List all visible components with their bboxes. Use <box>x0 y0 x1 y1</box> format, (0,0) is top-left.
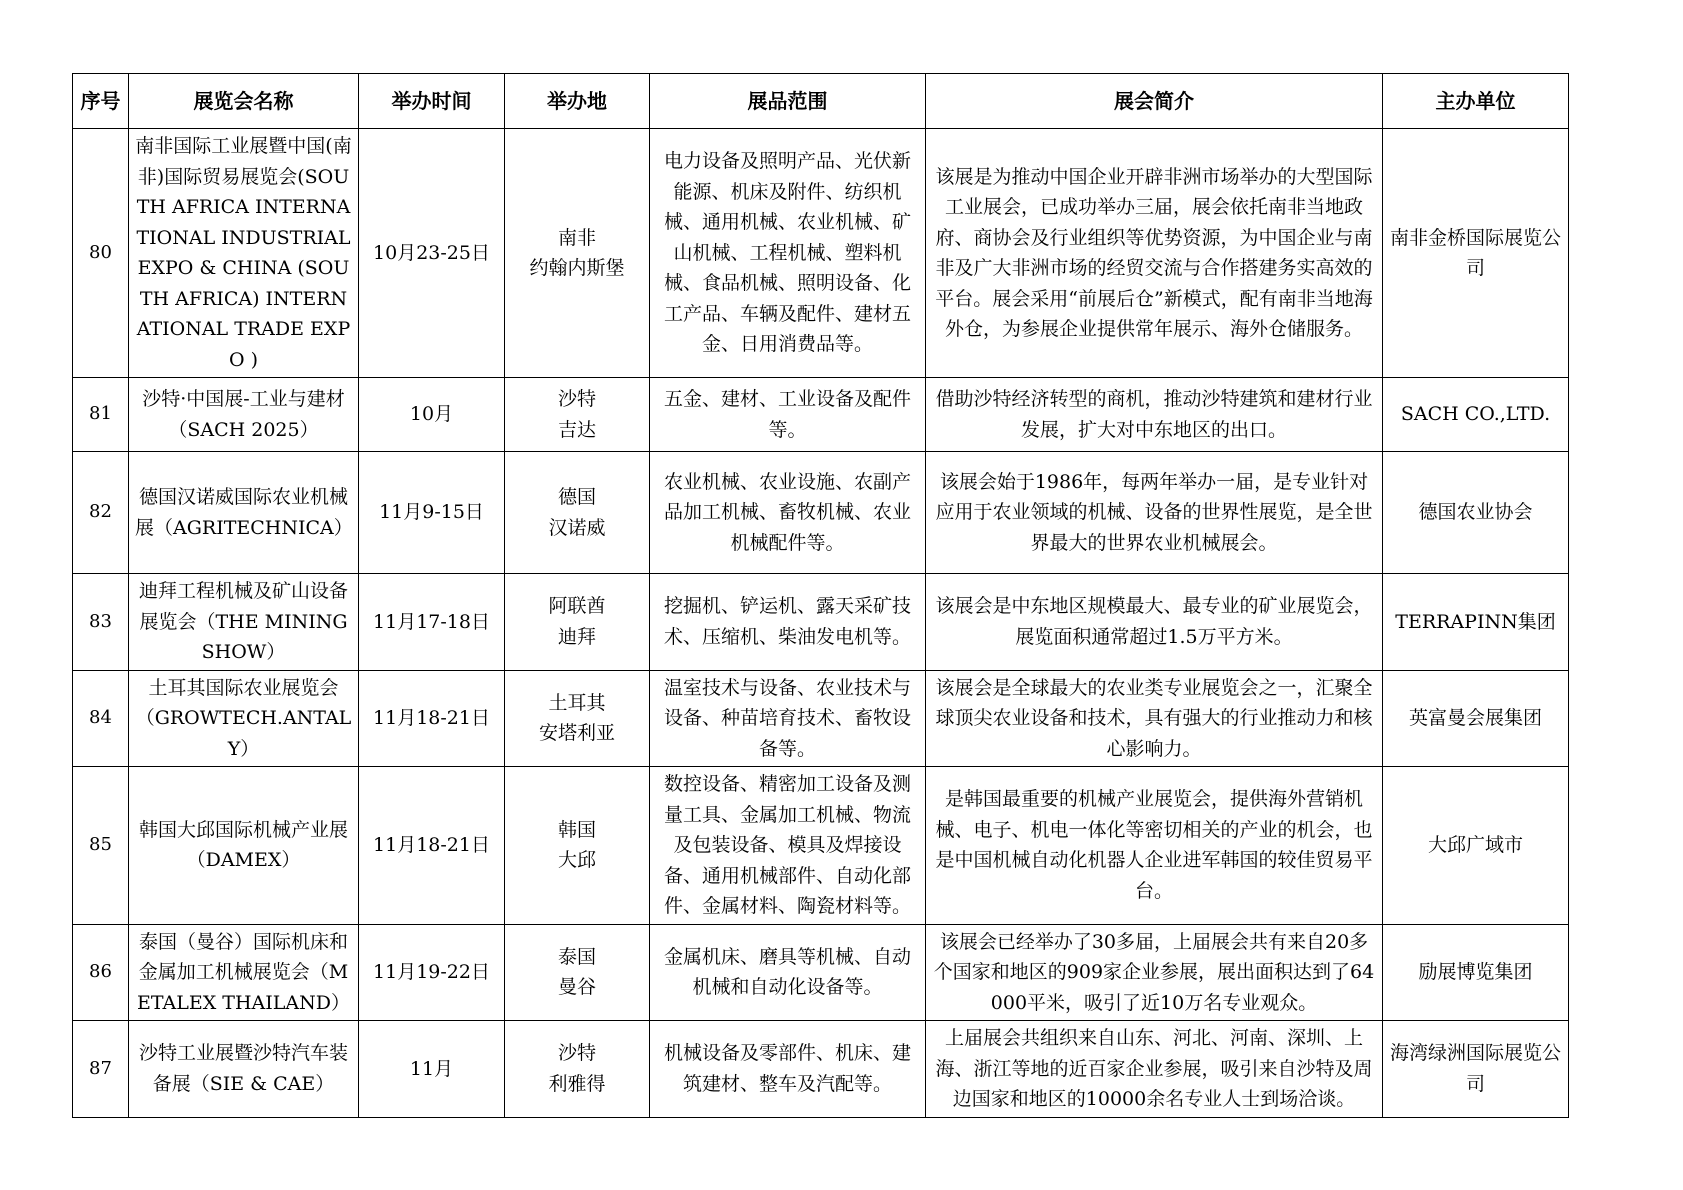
cell-date: 11月 <box>359 1021 505 1118</box>
cell-seq: 85 <box>73 767 129 925</box>
exhibition-table <box>72 73 1569 1118</box>
venue-city: 曼谷 <box>557 976 596 999</box>
header-seq: 序号 <box>73 74 129 129</box>
cell-scope: 机械设备及零部件、机床、建筑建材、整车及汽配等。 <box>650 1021 926 1118</box>
table-row <box>73 378 1569 452</box>
cell-name: 土耳其国际农业展览会（GROWTECH.ANTALY） <box>129 670 359 767</box>
venue-city: 安塔利亚 <box>538 722 615 745</box>
table-row <box>73 670 1569 767</box>
cell-organizer: SACH CO.,LTD. <box>1383 378 1569 452</box>
venue-country: 韩国 <box>557 818 596 841</box>
cell-scope: 温室技术与设备、农业技术与设备、种苗培育技术、畜牧设备等。 <box>650 670 926 767</box>
cell-organizer: 英富曼会展集团 <box>1383 670 1569 767</box>
cell-name: 泰国（曼谷）国际机床和金属加工机械展览会（METALEX THAILAND） <box>129 924 359 1021</box>
table-row <box>73 767 1569 925</box>
cell-date: 11月17-18日 <box>359 574 505 671</box>
cell-venue <box>505 129 650 378</box>
header-organizer: 主办单位 <box>1383 74 1569 129</box>
header-date: 举办时间 <box>359 74 505 129</box>
cell-venue <box>505 670 650 767</box>
cell-date: 10月23-25日 <box>359 129 505 378</box>
cell-date: 11月9-15日 <box>359 452 505 574</box>
header-venue: 举办地 <box>505 74 650 129</box>
cell-intro: 该展是为推动中国企业开辟非洲市场举办的大型国际工业展会，已成功举办三届，展会依托南非当地政府、商协会及行业组织等优势资源，为中国企业与南非及广大非洲市场的经贸交流与合作搭建务实高效的平台。展会采用“前展后仓”新模式，配有南非当地海外仓，为参展企业提供常年展示、海外仓储服务。 <box>926 129 1383 378</box>
venue-country: 南非 <box>557 226 596 249</box>
table-row <box>73 574 1569 671</box>
cell-intro: 该展会始于1986年，每两年举办一届，是专业针对应用于农业领域的机械、设备的世界性展览，是全世界最大的世界农业机械展会。 <box>926 452 1383 574</box>
cell-scope: 五金、建材、工业设备及配件等。 <box>650 378 926 452</box>
cell-intro: 该展会是全球最大的农业类专业展览会之一，汇聚全球顶尖农业设备和技术，具有强大的行业推动力和核心影响力。 <box>926 670 1383 767</box>
venue-city: 迪拜 <box>557 625 596 648</box>
cell-organizer: 南非金桥国际展览公司 <box>1383 129 1569 378</box>
cell-date: 11月18-21日 <box>359 767 505 925</box>
cell-seq: 83 <box>73 574 129 671</box>
cell-organizer: 海湾绿洲国际展览公司 <box>1383 1021 1569 1118</box>
cell-organizer: 德国农业协会 <box>1383 452 1569 574</box>
cell-intro: 该展会已经举办了30多届，上届展会共有来自20多个国家和地区的909家企业参展，展出面积达到了64000平米，吸引了近10万名专业观众。 <box>926 924 1383 1021</box>
cell-scope: 金属机床、磨具等机械、自动机械和自动化设备等。 <box>650 924 926 1021</box>
cell-venue <box>505 378 650 452</box>
cell-organizer: TERRAPINN集团 <box>1383 574 1569 671</box>
venue-city: 吉达 <box>557 418 596 441</box>
venue-country: 沙特 <box>557 1042 596 1065</box>
cell-date: 11月18-21日 <box>359 670 505 767</box>
cell-name: 韩国大邱国际机械产业展（DAMEX） <box>129 767 359 925</box>
header-intro: 展会简介 <box>926 74 1383 129</box>
cell-seq: 87 <box>73 1021 129 1118</box>
cell-intro: 是韩国最重要的机械产业展览会，提供海外营销机械、电子、机电一体化等密切相关的产业的机会，也是中国机械自动化机器人企业进军韩国的较佳贸易平台。 <box>926 767 1383 925</box>
cell-organizer: 大邱广域市 <box>1383 767 1569 925</box>
cell-name: 德国汉诺威国际农业机械展（AGRITECHNICA） <box>129 452 359 574</box>
table-row <box>73 924 1569 1021</box>
cell-seq: 81 <box>73 378 129 452</box>
cell-scope: 电力设备及照明产品、光伏新能源、机床及附件、纺织机械、通用机械、农业机械、矿山机械、工程机械、塑料机械、食品机械、照明设备、化工产品、车辆及配件、建材五金、日用消费品等。 <box>650 129 926 378</box>
cell-venue <box>505 767 650 925</box>
venue-city: 汉诺威 <box>548 516 606 539</box>
cell-venue <box>505 924 650 1021</box>
cell-organizer: 励展博览集团 <box>1383 924 1569 1021</box>
venue-city: 大邱 <box>557 849 596 872</box>
cell-seq: 80 <box>73 129 129 378</box>
header-name: 展览会名称 <box>129 74 359 129</box>
cell-intro: 借助沙特经济转型的商机，推动沙特建筑和建材行业发展，扩大对中东地区的出口。 <box>926 378 1383 452</box>
cell-scope: 数控设备、精密加工设备及测量工具、金属加工机械、物流及包装设备、模具及焊接设备、通用机械部件、自动化部件、金属材料、陶瓷材料等。 <box>650 767 926 925</box>
cell-seq: 86 <box>73 924 129 1021</box>
venue-country: 土耳其 <box>548 691 606 714</box>
cell-name: 沙特·中国展-工业与建材（SACH 2025） <box>129 378 359 452</box>
venue-country: 泰国 <box>557 945 596 968</box>
cell-date: 10月 <box>359 378 505 452</box>
venue-country: 德国 <box>557 486 596 508</box>
cell-name: 沙特工业展暨沙特汽车装备展（SIE & CAE） <box>129 1021 359 1118</box>
cell-seq: 84 <box>73 670 129 767</box>
cell-venue <box>505 574 650 671</box>
header-row <box>73 74 1569 129</box>
venue-city: 利雅得 <box>548 1072 606 1095</box>
venue-country: 阿联酋 <box>548 595 606 618</box>
cell-name: 南非国际工业展暨中国(南非)国际贸易展览会(SOUTH AFRICA INTERNATIONAL INDUSTRIAL EXPO & CHINA (SOUTH AFRICA) INTERNATIONAL TRADE EXPO ) <box>129 129 359 378</box>
cell-name: 迪拜工程机械及矿山设备展览会（THE MINING SHOW） <box>129 574 359 671</box>
table-row <box>73 452 1569 574</box>
cell-intro: 该展会是中东地区规模最大、最专业的矿业展览会，展览面积通常超过1.5万平方米。 <box>926 574 1383 671</box>
cell-intro: 上届展会共组织来自山东、河北、河南、深圳、上海、浙江等地的近百家企业参展，吸引来自沙特及周边国家和地区的10000余名专业人士到场洽谈。 <box>926 1021 1383 1118</box>
cell-venue <box>505 1021 650 1118</box>
cell-scope: 农业机械、农业设施、农副产品加工机械、畜牧机械、农业机械配件等。 <box>650 452 926 574</box>
cell-scope: 挖掘机、铲运机、露天采矿技术、压缩机、柴油发电机等。 <box>650 574 926 671</box>
venue-country: 沙特 <box>557 388 596 410</box>
header-scope: 展品范围 <box>650 74 926 129</box>
cell-venue <box>505 452 650 574</box>
cell-date: 11月19-22日 <box>359 924 505 1021</box>
cell-seq: 82 <box>73 452 129 574</box>
venue-city: 约翰内斯堡 <box>529 257 625 279</box>
table-row <box>73 1021 1569 1118</box>
table-row <box>73 129 1569 378</box>
